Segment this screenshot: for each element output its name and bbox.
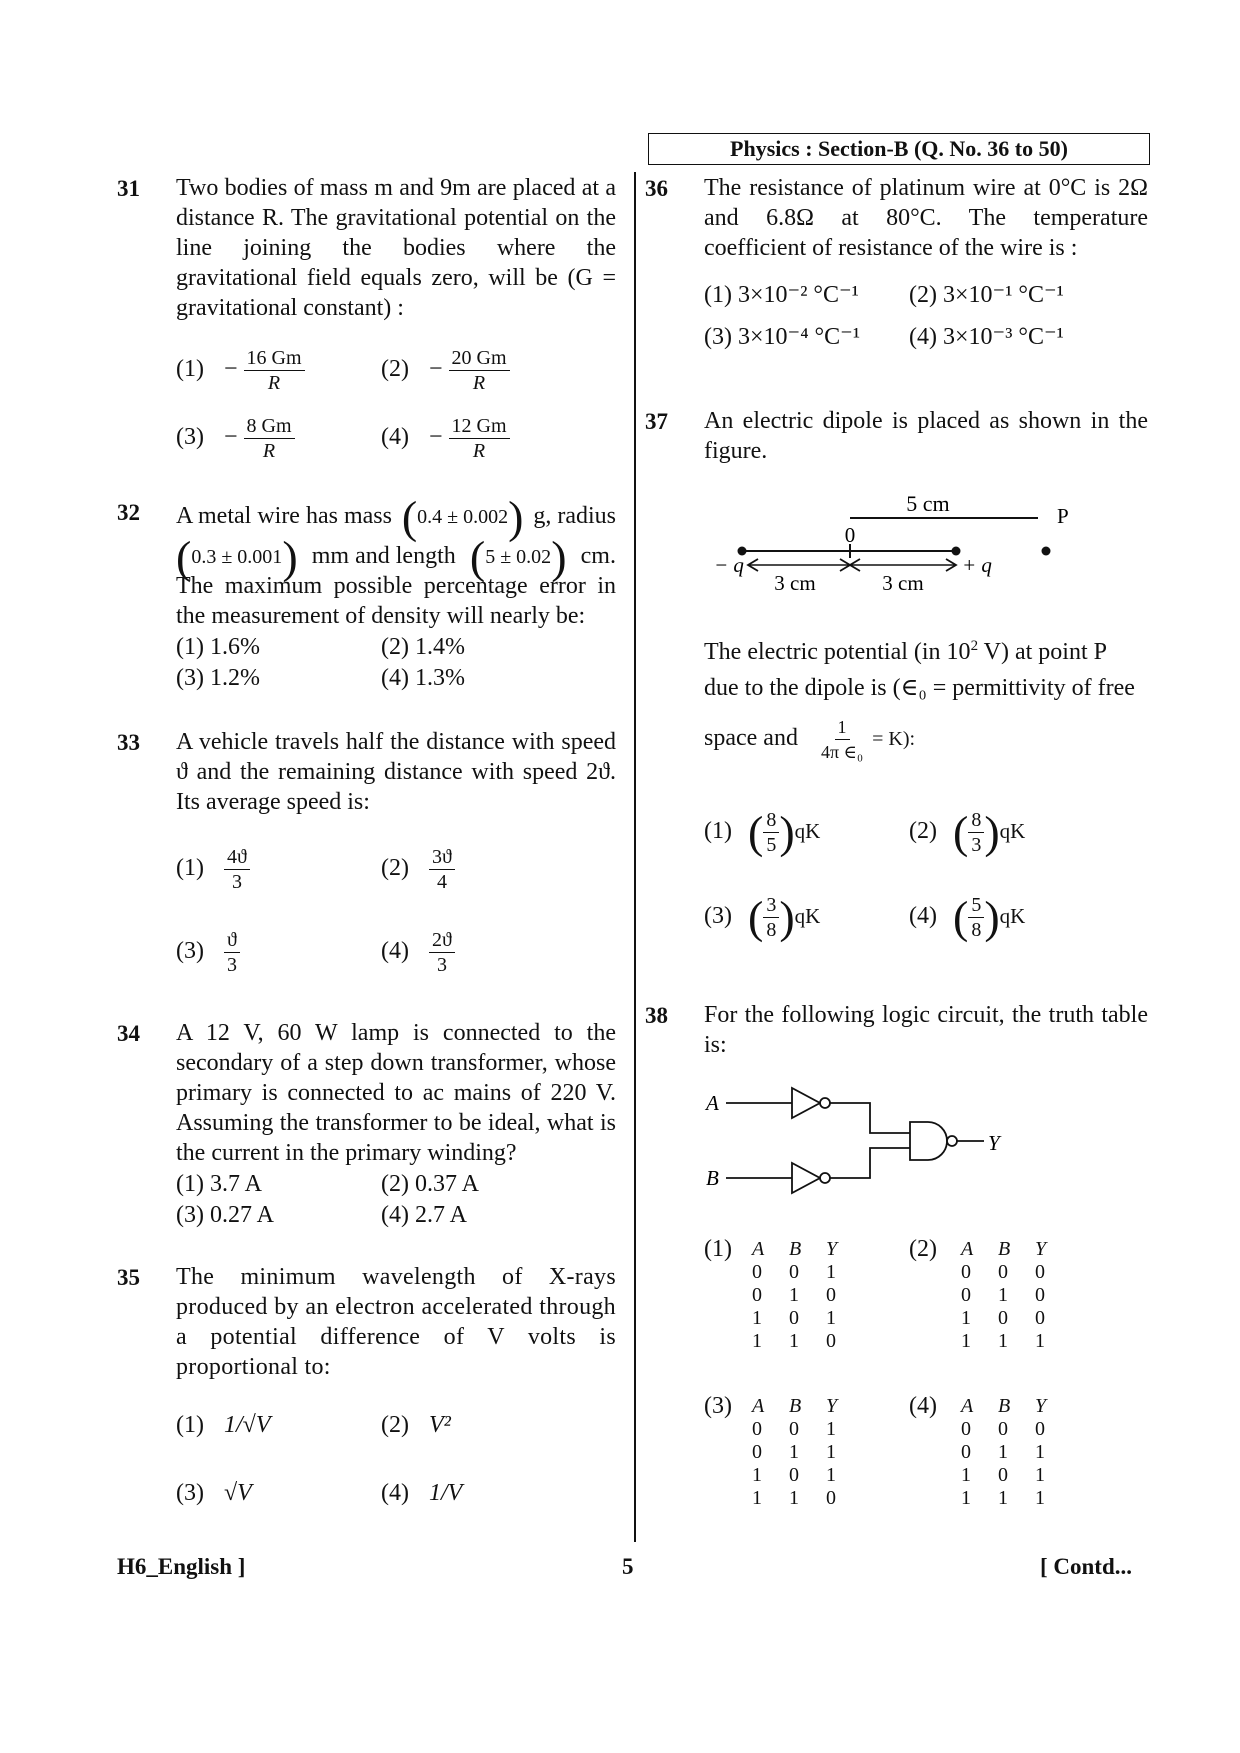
positive-charge xyxy=(952,547,961,556)
option: (3) − $\frac{8 Gm}{R}$ xyxy=(176,414,295,463)
question-text: Two bodies of mass m and 9m are placed at a distance R. The gravitational potential on the line joining the bodies where the gravitational field equals zero, will be (G = gravitational constant) : xyxy=(176,175,616,321)
option: (3) $\frac{ϑ}{3}$ xyxy=(176,928,240,977)
option: (4) 3×10⁻³ °C⁻¹ xyxy=(909,324,1064,350)
truth-table: A B Y 0 0 1 0 1 1 1 0 1 1 1 0 xyxy=(752,1395,838,1509)
section-header: Physics : Section-B (Q. No. 36 to 50) xyxy=(648,133,1150,165)
pos-charge-label: + q xyxy=(962,553,992,577)
option-label: (1) xyxy=(704,1236,732,1262)
question-text: The maximum possible percentage error in the measurement of density will nearly be: xyxy=(176,573,616,629)
option: (1) ( $\frac{8}{5}$ )qK xyxy=(704,806,821,858)
question-number: 33 xyxy=(117,730,140,755)
question-text: The minimum wavelength of X-rays produced by an electron accelerated through a potential difference of V volts is proportional to: xyxy=(176,1264,616,1380)
question-text: An electric dipole is placed as shown in the figure. xyxy=(704,408,1148,464)
option: (4) $\frac{2ϑ}{3}$ xyxy=(381,928,455,977)
footer-left: H6_English ] xyxy=(117,1554,246,1579)
question-text: A 12 V, 60 W lamp is connected to the secondary of a step down transformer, whose primary is connected to ac mains of 220 V. Assuming the transformer to be ideal, what is the current in the primary winding? xyxy=(176,1020,616,1166)
question-text: For the following logic circuit, the truth table is: xyxy=(704,1002,1148,1058)
question-number: 35 xyxy=(117,1265,140,1290)
option: (1) 1/√V xyxy=(176,1412,271,1438)
question-text: The electric potential (in $10^2$ V) at point P due to the dipole is (∈₀ = permittivity of free xyxy=(704,638,1135,701)
option: (3) 0.27 A xyxy=(176,1202,274,1228)
option: (3) √V xyxy=(176,1480,252,1506)
p-label: P xyxy=(1057,504,1069,528)
question-number: 34 xyxy=(117,1021,140,1046)
option: (3) 3×10⁻⁴ °C⁻¹ xyxy=(704,324,861,350)
truth-table: A B Y 0 0 0 0 1 0 1 0 0 1 1 1 xyxy=(961,1238,1047,1352)
option: (3) 1.2% xyxy=(176,665,260,691)
question-number: 36 xyxy=(645,176,668,201)
option: (2) 0.37 A xyxy=(381,1171,479,1197)
question-text: A metal wire has mass (0.4 ± 0.002) g, radius (0.3 ± 0.001) mm and length (5 ± 0.02) cm. xyxy=(176,491,616,583)
option-label: (4) xyxy=(909,1393,937,1419)
not-gate-b xyxy=(792,1163,820,1193)
option-label: (2) xyxy=(909,1236,937,1262)
page-number: 5 xyxy=(622,1554,634,1579)
not-gate-a xyxy=(792,1088,820,1118)
neg-charge-label: − q xyxy=(714,553,744,577)
option: (2) − $\frac{20 Gm}{R}$ xyxy=(381,346,510,395)
question-number: 31 xyxy=(117,176,140,201)
footer-right: [ Contd... xyxy=(1040,1554,1133,1579)
question-number: 32 xyxy=(117,500,140,525)
option: (1) 1.6% xyxy=(176,634,260,660)
option: (2) 1.4% xyxy=(381,634,465,660)
option: (2) $\frac{3ϑ}{4}$ xyxy=(381,845,455,894)
nand-gate xyxy=(910,1122,947,1160)
logic-circuit xyxy=(700,1080,1020,1210)
output-y-label: Y xyxy=(988,1131,1000,1155)
option: (1) $\frac{4ϑ}{3}$ xyxy=(176,845,250,894)
option: (2) 3×10⁻¹ °C⁻¹ xyxy=(909,282,1064,308)
option: (4) 1.3% xyxy=(381,665,465,691)
truth-table: A B Y 0 0 0 0 1 1 1 0 1 1 1 1 xyxy=(961,1395,1047,1509)
input-a-label: A xyxy=(706,1091,719,1115)
question-text: space and $\frac{1}{\text{4π ∈₀}}$ = K): xyxy=(704,717,916,762)
option: (2) ( $\frac{8}{3}$ )qK xyxy=(909,806,1026,858)
option: (1) 3×10⁻² °C⁻¹ xyxy=(704,282,859,308)
option: (1) 3.7 A xyxy=(176,1171,262,1197)
option: (1) − $\frac{16 Gm}{R}$ xyxy=(176,346,305,395)
option: (4) − $\frac{12 Gm}{R}$ xyxy=(381,414,510,463)
question-text: A vehicle travels half the distance with speed ϑ and the remaining distance with speed 2ϑ. Its average speed is: xyxy=(176,729,616,815)
option: (4) ( $\frac{5}{8}$ )qK xyxy=(909,891,1026,943)
option-label: (3) xyxy=(704,1393,732,1419)
left-distance-label: 3 cm xyxy=(774,571,816,595)
question-text: The resistance of platinum wire at 0°C is 2Ω and 6.8Ω at 80°C. The temperature coefficient of resistance of the wire is : xyxy=(704,175,1148,261)
option: (4) 2.7 A xyxy=(381,1202,467,1228)
option: (2) V² xyxy=(381,1412,451,1438)
option: (4) 1/V xyxy=(381,1480,463,1506)
option: (3) ( $\frac{3}{8}$ )qK xyxy=(704,891,821,943)
right-distance-label: 3 cm xyxy=(882,571,924,595)
distance-label: 5 cm xyxy=(906,491,950,516)
dipole-figure xyxy=(700,488,1080,608)
origin-label: 0 xyxy=(844,523,856,547)
truth-table: A B Y 0 0 1 0 1 0 1 0 1 1 1 0 xyxy=(752,1238,838,1352)
point-p xyxy=(1042,547,1051,556)
question-number: 38 xyxy=(645,1003,668,1028)
input-b-label: B xyxy=(706,1166,719,1190)
question-number: 37 xyxy=(645,409,668,434)
column-divider xyxy=(634,172,636,1542)
